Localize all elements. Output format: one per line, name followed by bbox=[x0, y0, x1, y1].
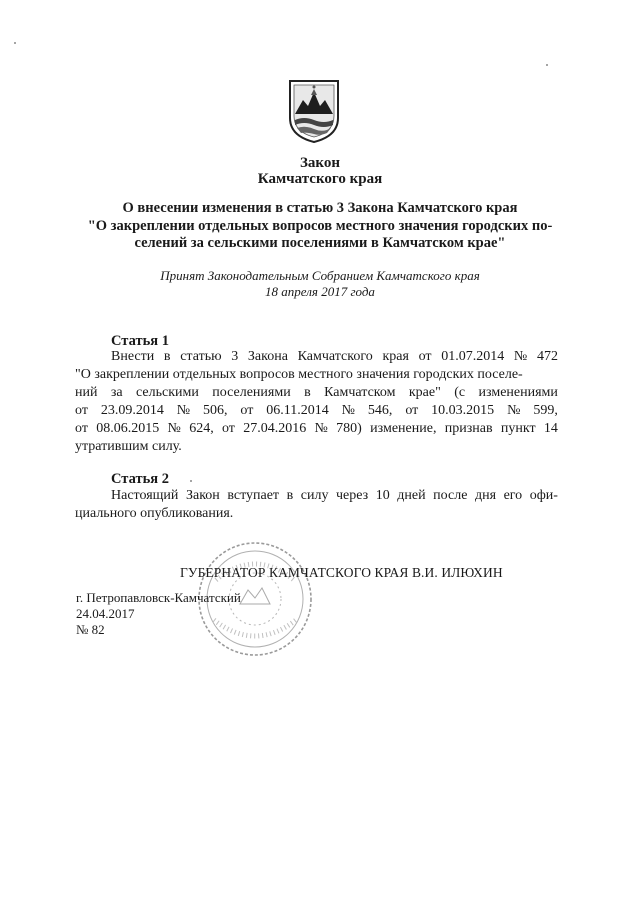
word: № bbox=[341, 403, 356, 418]
paragraph-line bbox=[75, 348, 558, 366]
article-2-text bbox=[75, 487, 558, 523]
word: Настоящий bbox=[111, 488, 179, 503]
coat-of-arms-icon bbox=[287, 78, 341, 144]
word: 27.04.2016 bbox=[243, 421, 307, 436]
word: крае" bbox=[408, 385, 441, 400]
word: поселениями bbox=[212, 385, 291, 400]
signing-date: 24.04.2017 bbox=[76, 606, 135, 621]
word: от bbox=[240, 403, 254, 418]
word: № bbox=[513, 349, 528, 364]
word: его bbox=[503, 488, 523, 503]
word: признав bbox=[444, 421, 493, 436]
word: № bbox=[507, 403, 521, 418]
word: 624, bbox=[189, 421, 214, 436]
word: пункт bbox=[500, 421, 536, 436]
article-1-text bbox=[75, 348, 558, 456]
word: 14 bbox=[543, 421, 558, 436]
adoption-note bbox=[60, 268, 580, 300]
word: в bbox=[304, 385, 311, 400]
adoption-date: 18 апреля 2017 года bbox=[265, 284, 375, 299]
subject-line: селений за сельскими поселениями в Камчатском крае" bbox=[134, 235, 506, 251]
word: циального опубликования. bbox=[75, 506, 234, 521]
word: Закон bbox=[185, 488, 220, 503]
word: 546, bbox=[367, 403, 393, 418]
region-title: Камчатского края bbox=[257, 171, 383, 187]
word: № bbox=[314, 421, 328, 436]
scan-speck bbox=[14, 42, 16, 44]
word: Камчатского bbox=[297, 349, 373, 364]
paragraph-line bbox=[75, 438, 558, 456]
word: сельскими bbox=[136, 385, 199, 400]
word: изменение, bbox=[370, 421, 437, 436]
word: изменениями bbox=[478, 385, 558, 400]
paragraph-line bbox=[75, 402, 558, 420]
word: дня bbox=[474, 488, 497, 503]
word: 10.03.2015 bbox=[431, 403, 495, 418]
word: от bbox=[221, 421, 235, 436]
word: 3 bbox=[231, 349, 239, 364]
word: 599, bbox=[533, 403, 558, 418]
article-2-heading: Статья 2 bbox=[111, 471, 169, 487]
paragraph-line bbox=[75, 366, 558, 384]
word: утратившим силу. bbox=[75, 439, 182, 454]
word: вступает bbox=[227, 488, 280, 503]
law-title: Закон bbox=[299, 155, 340, 171]
governor-signature-line: ГУБЕРНАТОР КАМЧАТСКОГО КРАЯ В.И. ИЛЮХИН bbox=[180, 565, 503, 580]
word: Закона bbox=[247, 349, 288, 364]
scan-speck bbox=[546, 64, 548, 66]
word: от bbox=[75, 403, 88, 418]
word: Камчатском bbox=[324, 385, 396, 400]
word: 506, bbox=[203, 403, 228, 418]
word: дней bbox=[397, 488, 426, 503]
paragraph-line bbox=[75, 420, 558, 438]
word: 01.07.2014 bbox=[441, 349, 505, 364]
paragraph-line bbox=[75, 487, 558, 505]
law-subject bbox=[60, 200, 580, 253]
word: от bbox=[75, 421, 88, 436]
word: 08.06.2015 bbox=[96, 421, 160, 436]
word: 06.11.2014 bbox=[266, 403, 329, 418]
word: за bbox=[110, 385, 123, 400]
word: от bbox=[418, 349, 432, 364]
subject-line: О внесении изменения в статью 3 Закона Камчатского края bbox=[122, 200, 518, 216]
word: офи- bbox=[529, 488, 558, 503]
word: от bbox=[405, 403, 419, 418]
paragraph-line bbox=[75, 384, 558, 402]
word: 780) bbox=[336, 421, 362, 436]
word: силу bbox=[300, 488, 329, 503]
word: ний bbox=[75, 385, 98, 400]
word: "О закреплении отдельных вопросов местного значения городских поселе- bbox=[75, 367, 523, 382]
adoption-body: Принят Законодательным Собранием Камчатского края bbox=[160, 268, 480, 283]
scan-speck bbox=[190, 480, 192, 482]
signing-place: г. Петропавловск-Камчатский bbox=[76, 590, 241, 605]
word: № bbox=[167, 421, 181, 436]
word: края bbox=[382, 349, 409, 364]
word: 23.09.2014 bbox=[100, 403, 164, 418]
word: 10 bbox=[375, 488, 390, 503]
word: 472 bbox=[536, 349, 558, 364]
word: после bbox=[433, 488, 468, 503]
word: статью bbox=[180, 349, 222, 364]
article-1-heading: Статья 1 bbox=[111, 333, 169, 349]
law-number: № 82 bbox=[76, 622, 105, 637]
word: Внести bbox=[111, 349, 155, 364]
word: (с bbox=[454, 385, 466, 400]
word: в bbox=[163, 349, 171, 364]
word: в bbox=[286, 488, 294, 503]
paragraph-line bbox=[75, 505, 558, 523]
word: через bbox=[336, 488, 369, 503]
word: № bbox=[176, 403, 191, 418]
signing-details bbox=[76, 590, 241, 638]
subject-line: "О закреплении отдельных вопросов местного значения городских по- bbox=[87, 217, 553, 234]
